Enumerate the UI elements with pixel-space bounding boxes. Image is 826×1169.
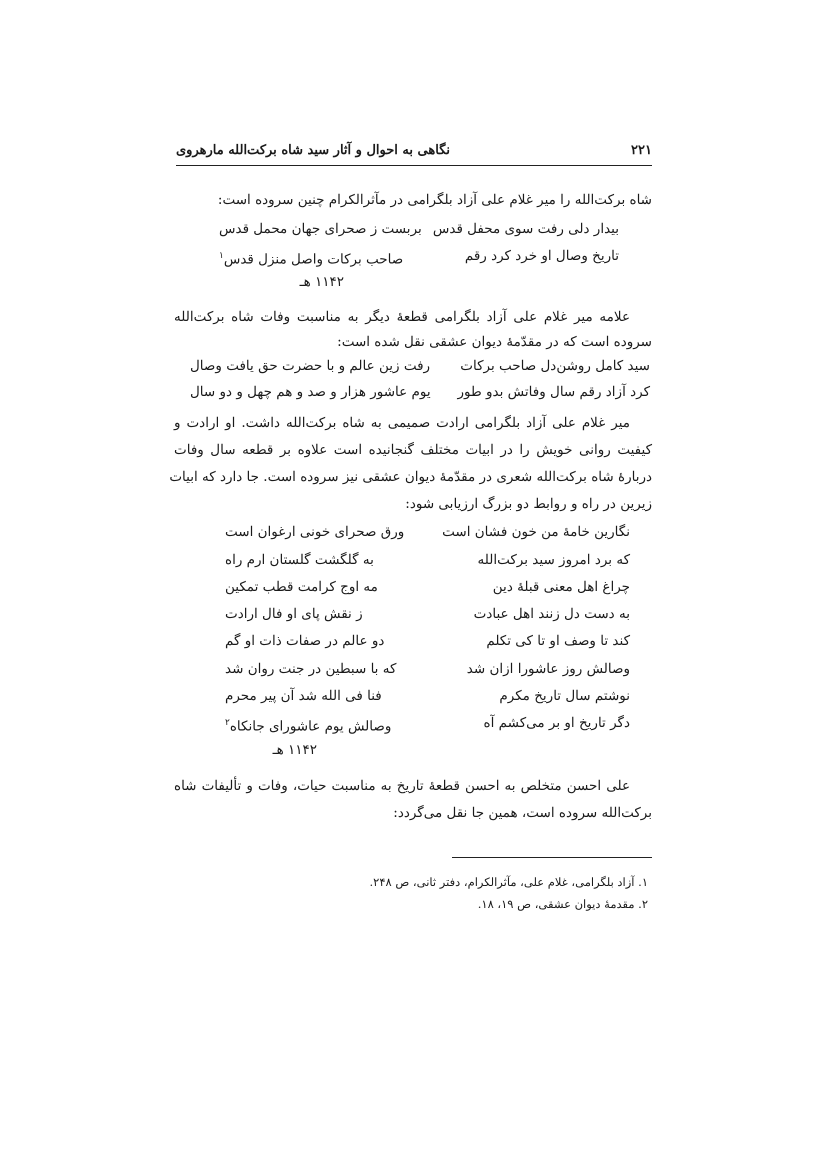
paragraph-line: علی احسن متخلص به احسن قطعهٔ تاریخ به مناسبت حیات، وفات و تألیفات شاه xyxy=(174,778,630,794)
hemistich-right: دگر تاریخ او بر می‌کشم آه xyxy=(483,715,630,731)
hemistich-left: دو عالم در صفات ذات او گم xyxy=(225,633,385,649)
poem1-verse xyxy=(219,245,619,267)
hemistich-left: که با سبطین در جنت روان شد xyxy=(225,661,397,677)
hemistich-left: به گلگشت گلستان ارم راه xyxy=(225,552,374,568)
paragraph-line: سروده است که در مقدّمهٔ دیوان عشقی نقل شده است: xyxy=(337,334,652,350)
hemistich-right: کند تا وصف او تا کی تکلم xyxy=(486,633,630,649)
hemistich-left: ورق صحرای خونی ارغوان است xyxy=(225,524,405,540)
hemistich-right: وصالش روز عاشورا ازان شد xyxy=(466,661,630,677)
poem3-verse xyxy=(225,521,630,543)
hemistich-right: نگارین خامهٔ من خون فشان است xyxy=(442,524,630,540)
poem3-verse xyxy=(225,576,630,598)
paragraph-line: میر غلام علی آزاد بلگرامی ارادت صمیمی به شاه برکت‌الله داشت. او ارادت و xyxy=(174,415,630,431)
hemistich-right: نوشتم سال تاریخ مکرم xyxy=(499,688,630,704)
poem1-year: ۱۱۴۲ هـ xyxy=(299,274,344,290)
paragraph-line: دربارهٔ شاه برکت‌الله شعری در مقدّمهٔ دیوان عشقی نیز سروده است. جا دارد که ابیات xyxy=(169,469,652,485)
paragraph-line: کیفیت روانی خویش را در ابیات مختلف گنجانیده است علاوه بر قطعه سال وفات xyxy=(174,442,652,458)
paragraph-line: برکت‌الله سروده است، همین جا نقل می‌گردد: xyxy=(393,805,652,821)
hemistich-left: بربست ز صحرای جهان محمل قدس xyxy=(219,221,422,237)
page-number: ۲۲۱ xyxy=(631,143,652,158)
footnote-marker: ۲ xyxy=(225,718,230,728)
running-title: نگاهی به احوال و آثار سید شاه برکت‌الله مارهروی xyxy=(176,143,450,158)
paragraph-line: زیرین در راه و روابط دو بزرگ ارزیابی شود: xyxy=(405,496,652,512)
hemistich-left xyxy=(219,245,403,271)
hemistich-right: چراغ اهل معنی قبلهٔ دین xyxy=(492,579,630,595)
hemistich-right: به دست دل زنند اهل عبادت xyxy=(473,606,630,622)
hemistich-left xyxy=(225,712,391,738)
hemistich-right: سید کامل روشن‌دل صاحب برکات xyxy=(460,358,650,374)
footnote-marker: ۱ xyxy=(219,251,224,261)
hemistich-left: فنا فی الله شد آن پیر محرم xyxy=(225,688,382,704)
poem3-year: ۱۱۴۲ هـ xyxy=(272,742,317,758)
poem3-verse xyxy=(225,658,630,680)
hemistich-left: رفت زین عالم و با حضرت حق یافت وصال xyxy=(190,358,431,374)
hemistich-left: مه اوج کرامت قطب تمکین xyxy=(225,579,378,595)
poem2-verse xyxy=(190,355,650,377)
poem2-verse xyxy=(190,381,650,403)
poem3-verse xyxy=(225,630,630,652)
footnote: ۱. آزاد بلگرامی، غلام علی، مآثرالکرام، دفتر ثانی، ص ۲۴۸. xyxy=(369,875,648,889)
paragraph-line: علامه میر غلام علی آزاد بلگرامی قطعهٔ دیگر به مناسبت وفات شاه برکت‌الله xyxy=(174,309,630,325)
intro-line: شاه برکت‌الله را میر غلام علی آزاد بلگرامی در مآثرالکرام چنین سروده است: xyxy=(217,192,652,208)
hemistich-right: که برد امروز سید برکت‌الله xyxy=(477,552,630,568)
hemistich-right: تاریخ وصال او خرد کرد رقم xyxy=(464,248,619,264)
hemistich-right: کرد آزاد رقم سال وفاتش بدو طور xyxy=(457,384,650,400)
footnote: ۲. مقدمهٔ دیوان عشقی، ص ۱۹، ۱۸. xyxy=(477,897,648,911)
hemistich-text: وصالش یوم عاشورای جانکاه xyxy=(229,718,392,735)
footnote-separator xyxy=(452,857,652,858)
poem1-verse xyxy=(219,218,619,240)
running-header xyxy=(176,143,652,166)
hemistich-text: صاحب برکات واصل منزل قدس xyxy=(223,251,404,268)
poem3-verse xyxy=(225,603,630,625)
hemistich-right: بیدار دلی رفت سوی محفل قدس xyxy=(432,221,619,237)
poem3-verse xyxy=(225,549,630,571)
hemistich-left: یوم عاشور هزار و صد و هم چهل و دو سال xyxy=(190,384,431,400)
poem3-verse xyxy=(225,712,630,734)
hemistich-left: ز نقش پای او فال ارادت xyxy=(225,606,363,622)
poem3-verse xyxy=(225,685,630,707)
